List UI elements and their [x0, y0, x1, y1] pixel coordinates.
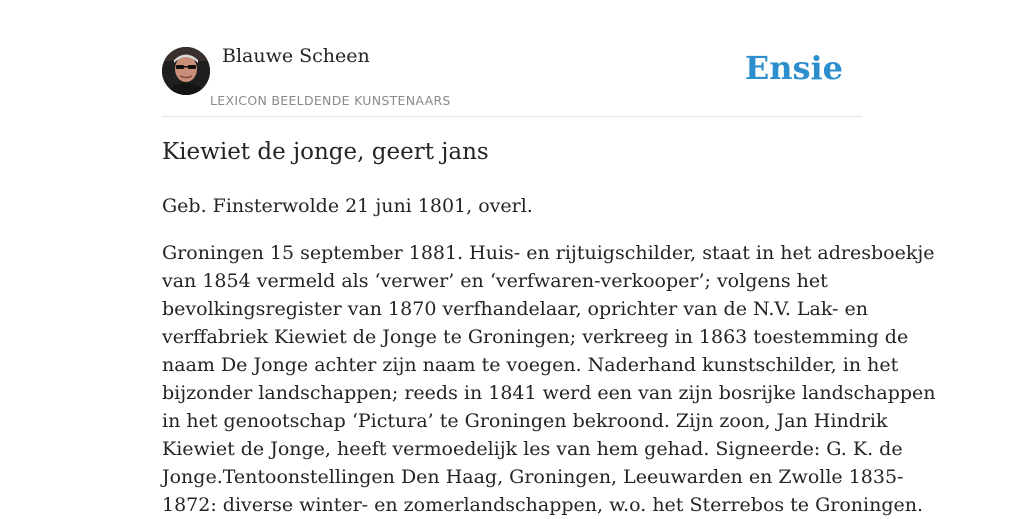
body-line: Jonge.Tentoonstellingen Den Haag, Groningen, Leeuwarden en Zwolle 1835- — [162, 466, 904, 488]
author-name[interactable]: Blauwe Scheen — [222, 45, 370, 67]
body-line: bijzonder landschappen; reeds in 1841 werd een van zijn bosrijke landschappen — [162, 382, 936, 404]
page-container — [162, 0, 936, 516]
body-line: verffabriek Kiewiet de Jonge te Groningen; verkreeg in 1863 toestemming de — [162, 326, 909, 348]
article-body — [162, 239, 936, 519]
body-line: bevolkingsregister van 1870 verfhandelaar, oprichter van de N.V. Lak- en — [162, 298, 868, 320]
body-line: Kiewiet de Jonge, heeft vermoedelijk les van hem gehad. Signeerde: G. K. de — [162, 438, 903, 460]
ensie-logo[interactable]: Ensie — [744, 49, 843, 87]
publication-name[interactable]: LEXICON BEELDENDE KUNSTENAARS — [210, 93, 451, 108]
body-line: Groningen 15 september 1881. Huis- en rijtuigschilder, staat in het adresboekje — [162, 242, 935, 264]
body-line: in het genootschap ‘Pictura’ te Groningen bekroond. Zijn zoon, Jan Hindrik — [162, 410, 888, 432]
page-header — [162, 0, 862, 117]
author-avatar[interactable] — [162, 47, 210, 95]
body-line: 1872: diverse winter- en zomerlandschappen, w.o. het Sterrebos te Groningen. — [162, 494, 924, 516]
body-line: van 1854 vermeld als ‘verwer’ en ‘verfwaren-verkooper’; volgens het — [162, 270, 828, 292]
article-title: Kiewiet de jonge, geert jans — [162, 139, 489, 165]
body-line: naam De Jonge achter zijn naam te voegen. Naderhand kunstschilder, in het — [162, 354, 899, 376]
avatar-portrait-image — [162, 47, 210, 95]
article-intro: Geb. Finsterwolde 21 juni 1801, overl. — [162, 195, 533, 217]
